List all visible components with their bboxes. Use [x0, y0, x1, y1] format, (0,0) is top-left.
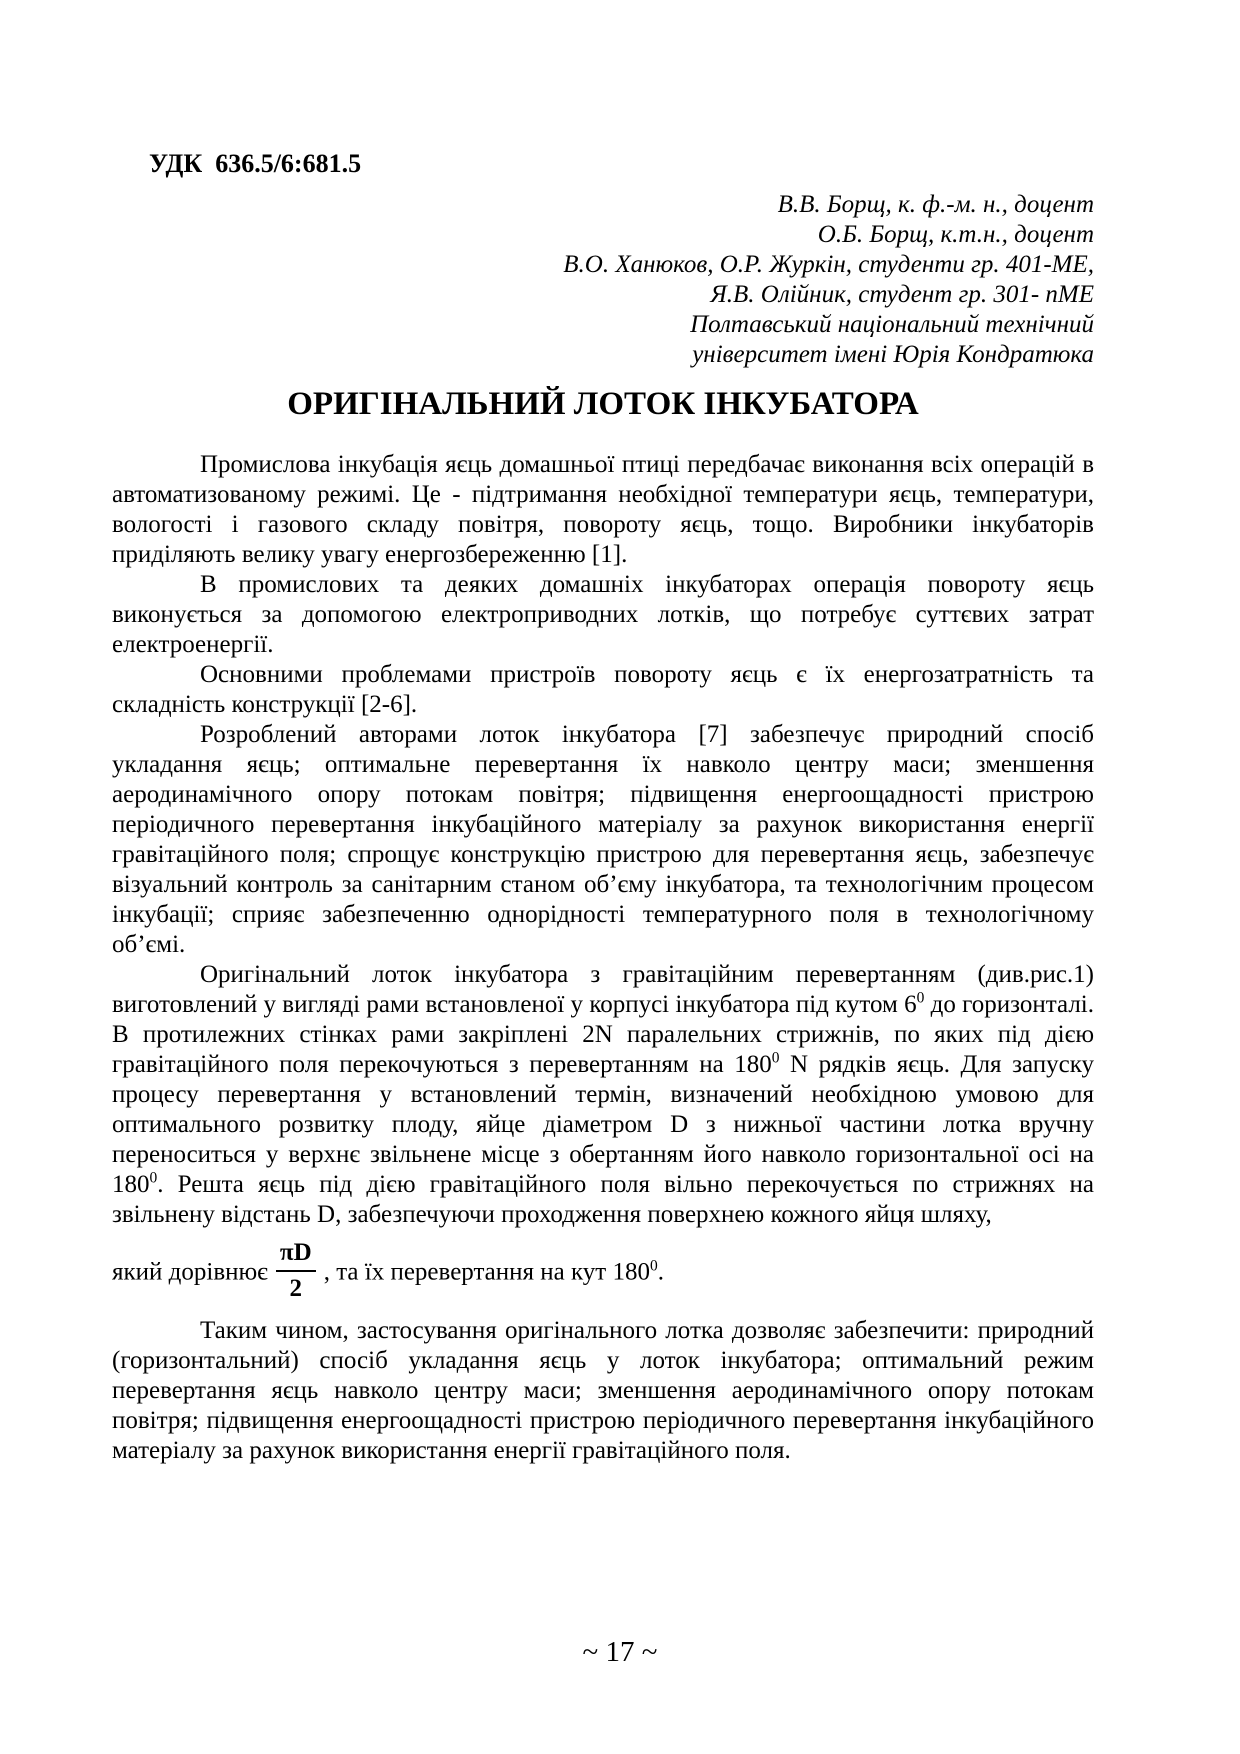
- degree-superscript: 0: [149, 1169, 158, 1187]
- paragraph-industrial-incubators: В промислових та деяких домашніх інкубаторах операція повороту яєць виконується за допомогою електроприводних лотків, що потребує суттєвих затрат електроенергії.: [112, 571, 1094, 658]
- degree-superscript: 0: [916, 989, 925, 1007]
- formula-post-text: , та їх перевертання на кут 180: [323, 1258, 650, 1286]
- author-block: [112, 190, 1094, 370]
- text-segment: N рядків яєць. Для запуску процесу перевертання у встановлений термін, визначений необхідною умовою для оптимального розвитку плоду, яйце діаметром D з нижньої частини лотка вручну переноситься у верхнє звільнене місце з обертанням його навколо горизонтальної осі на 180: [112, 1051, 1094, 1198]
- paragraph-developed-tray: Розроблений авторами лоток інкубатора [7] забезпечує природний спосіб укладання яєць; оптимальне перевертання їх навколо центру маси; зменшення аеродинамічного опору потокам повітря; підвищення енергоощадності пристрою періодичного перевертання інкубаційного матеріалу за рахунок використання енергії гравітаційного поля; спрощує конструкцію пристрою для перевертання яєць, забезпечує візуальний контроль за санітарним станом об’єму інкубатора, та технологічним процесом інкубації; сприяє забезпеченню однорідності температурного поля в технологічному об’ємі.: [112, 721, 1094, 958]
- affiliation-line: Полтавський національний технічний: [690, 311, 1094, 338]
- affiliation-line: університет імені Юрія Кондратюка: [692, 341, 1094, 368]
- author-line: В.О. Ханюков, О.Р. Журкін, студенти гр. 401-МЕ,: [563, 251, 1094, 278]
- udc-code: УДК 636.5/6:681.5: [149, 149, 362, 178]
- paragraph-problems: Основними проблемами пристроїв повороту яєць є їх енергозатратність та складність конструкції [2-6].: [112, 661, 1094, 718]
- fraction-pi-d-over-2: [276, 1238, 316, 1304]
- text-segment: Оригінальний лоток інкубатора з гравітаційним перевертанням (див.рис.1) виготовлений у вигляді рами встановленої у корпусі інкубатора під кутом 6: [112, 961, 1094, 1018]
- degree-superscript: 0: [771, 1049, 780, 1067]
- text-segment: . Решта яєць під дією гравітаційного поля вільно перекочується по стрижнях на звільнену відстань D, забезпечуючи проходження поверхнею кожного яйця шляху,: [112, 1171, 1094, 1228]
- degree-superscript: 0: [649, 1257, 658, 1275]
- author-line: О.Б. Борщ, к.т.н., доцент: [817, 221, 1094, 248]
- article-title: ОРИГІНАЛЬНИЙ ЛОТОК ІНКУБАТОРА: [287, 386, 919, 422]
- fraction-denominator: 2: [289, 1275, 303, 1302]
- formula-line: [112, 1238, 1094, 1310]
- page-number: ~ 17 ~: [582, 1636, 658, 1668]
- paragraph-original-tray: [112, 960, 1094, 1230]
- text-segment: до горизонталі. В протилежних стінках рами закріплені 2N паралельних стрижнів, по яких під дією гравітаційного поля перекочуються з перевертанням на 180: [112, 991, 1094, 1078]
- paragraph-conclusion: Таким чином, застосування оригінального лотка дозволяє забезпечити: природний (горизонтальний) спосіб укладання яєць у лоток інкубатора; оптимальний режим перевертання яєць навколо центру маси; зменшення аеродинамічного опору потокам повітря; підвищення енергоощадності пристрою періодичного перевертання інкубаційного матеріалу за рахунок використання енергії гравітаційного поля.: [112, 1317, 1094, 1464]
- fraction-numerator: πD: [276, 1238, 316, 1272]
- article-body: [112, 450, 1094, 1466]
- author-line: В.В. Борщ, к. ф.-м. н., доцент: [777, 191, 1094, 218]
- formula-pre-text: який дорівнює: [112, 1258, 268, 1286]
- author-line: Я.В. Олійник, студент гр. 301- пМЕ: [710, 281, 1094, 308]
- formula-end-text: .: [657, 1258, 664, 1286]
- paragraph-intro: Промислова інкубація яєць домашньої птиці передбачає виконання всіх операцій в автоматизованому режимі. Це - підтримання необхідної температури яєць, температури, вологості і газового складу повітря, повороту яєць, тощо. Виробники інкубаторів приділяють велику увагу енергозбереженню [1].: [112, 451, 1094, 568]
